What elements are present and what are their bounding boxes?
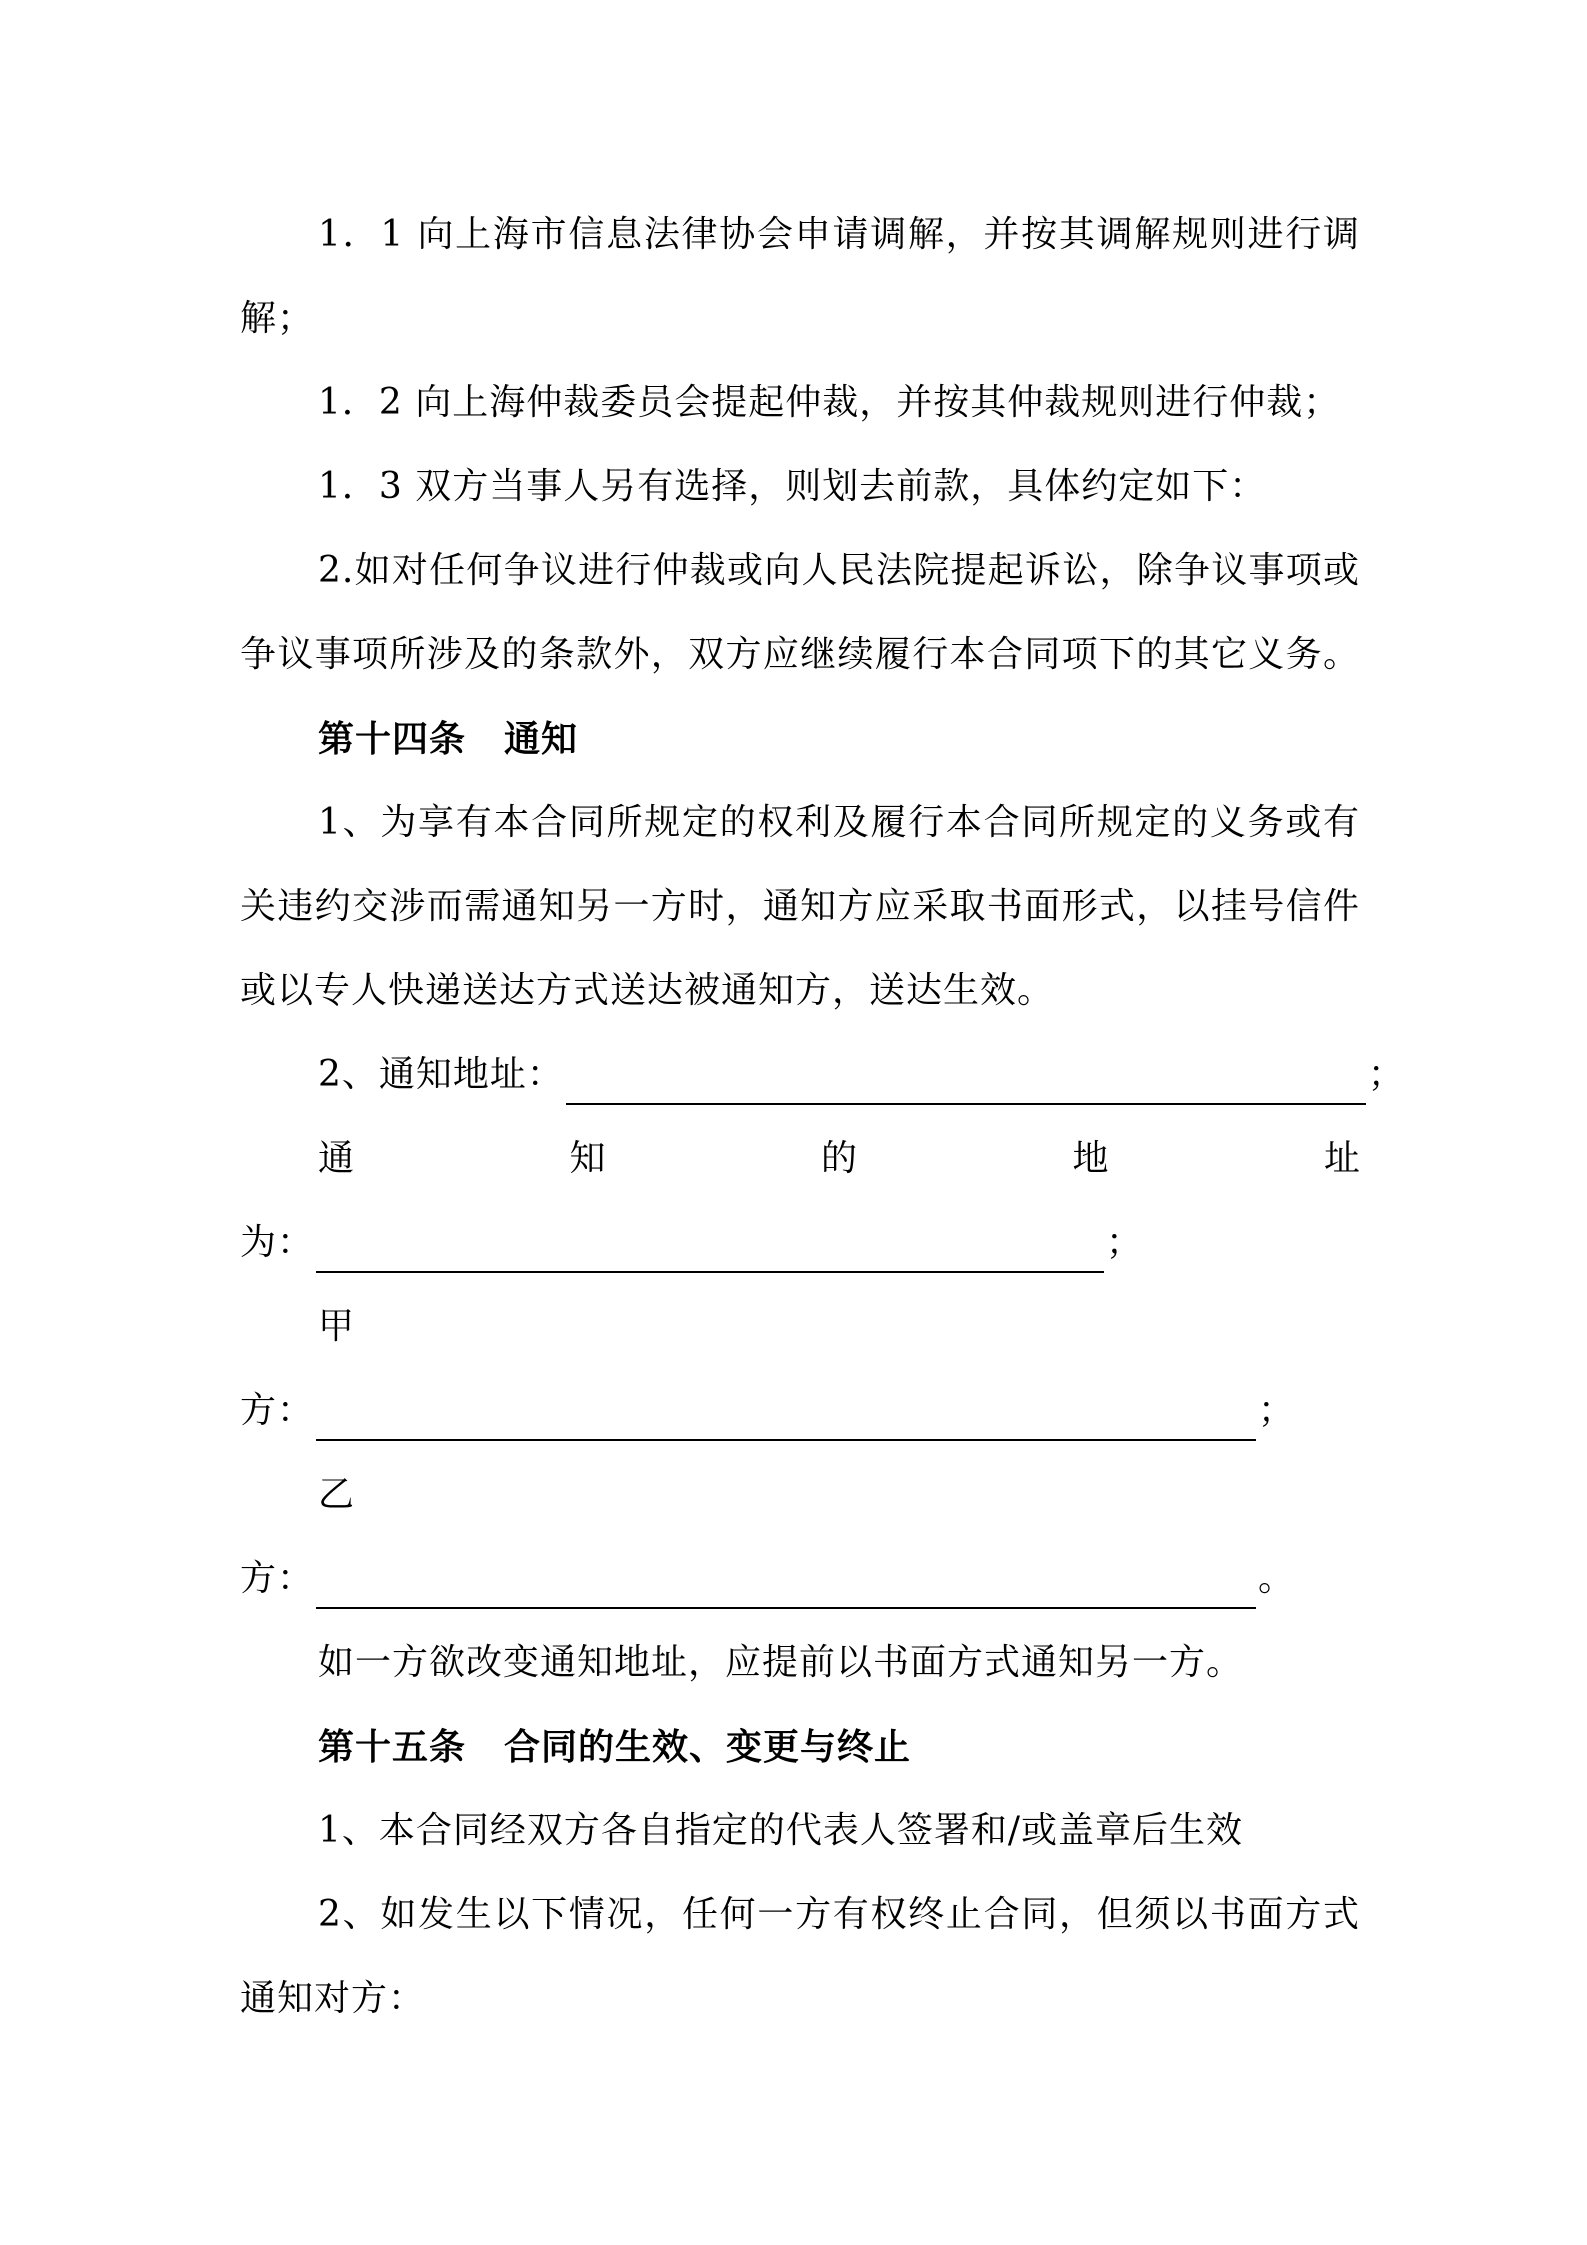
clause-1-2: 1．2 向上海仲裁委员会提起仲裁，并按其仲裁规则进行仲裁；: [318, 382, 1341, 423]
party-b-char-line: 乙: [318, 1474, 356, 1515]
effect-clause-1: 1、本合同经双方各自指定的代表人签署和/或盖章后生效: [318, 1810, 1244, 1851]
address-for-end: ；: [1106, 1222, 1144, 1263]
address-for-line: [240, 1213, 1360, 1273]
party-a-label: 方：: [240, 1390, 315, 1431]
address-char-1: 通: [318, 1138, 355, 1179]
notice-clause-1-line-2: 关违约交涉而需通知另一方时，通知方应采取书面形式，以挂号信件: [240, 886, 1360, 927]
party-b-line: [240, 1549, 1360, 1609]
address-change-note: 如一方欲改变通知地址，应提前以书面方式通知另一方。: [318, 1642, 1244, 1683]
article-15-heading: [318, 1717, 1360, 1777]
notice-address-blank[interactable]: [566, 1061, 1366, 1105]
notice-clause-1-line-1: 1、为享有本合同所规定的权利及履行本合同所规定的义务或有: [318, 802, 1360, 843]
effect-clause-2-line-2: 通知对方：: [240, 1978, 426, 2019]
article-15-number: 第十五条: [318, 1726, 467, 1768]
address-char-5: 址: [1323, 1138, 1360, 1179]
party-b-label: 方：: [240, 1558, 315, 1599]
party-b-blank[interactable]: [316, 1565, 1256, 1609]
article-15-title: 合同的生效、变更与终止: [504, 1726, 912, 1768]
notice-clause-1-line-3: 或以专人快递送达方式送达被通知方，送达生效。: [240, 970, 1055, 1011]
notice-address-line: [318, 1045, 1405, 1105]
article-14-number: 第十四条: [318, 718, 467, 760]
clause-1-1-line-1: 1．1 向上海市信息法律协会申请调解，并按其调解规则进行调: [318, 214, 1360, 255]
clause-1-1-line-2: 解；: [240, 298, 315, 339]
address-for-label: 为：: [240, 1222, 315, 1263]
address-char-2: 知: [569, 1138, 606, 1179]
clause-2-line-2: 争议事项所涉及的条款外，双方应继续履行本合同项下的其它义务。: [240, 634, 1360, 675]
article-14-title: 通知: [504, 718, 579, 760]
party-a-blank[interactable]: [316, 1397, 1256, 1441]
address-char-4: 地: [1072, 1138, 1109, 1179]
party-a-line: [240, 1381, 1360, 1441]
effect-clause-2-line-1: 2、如发生以下情况，任何一方有权终止合同，但须以书面方式: [318, 1894, 1360, 1935]
party-b-end: 。: [1258, 1558, 1296, 1599]
clause-1-3: 1．3 双方当事人另有选择，则划去前款，具体约定如下：: [318, 466, 1267, 507]
party-a-end: ；: [1258, 1390, 1296, 1431]
clause-2-line-1: 2.如对任何争议进行仲裁或向人民法院提起诉讼，除争议事项或: [318, 550, 1360, 591]
party-a-char-line: 甲: [318, 1306, 356, 1347]
address-char-3: 的: [820, 1138, 857, 1179]
notice-address-label: 2、通知地址：: [318, 1054, 564, 1095]
notice-address-end: ；: [1367, 1054, 1405, 1095]
address-spread-line: [318, 1129, 1360, 1189]
article-14-heading: [318, 709, 1360, 769]
address-for-blank[interactable]: [316, 1229, 1104, 1273]
